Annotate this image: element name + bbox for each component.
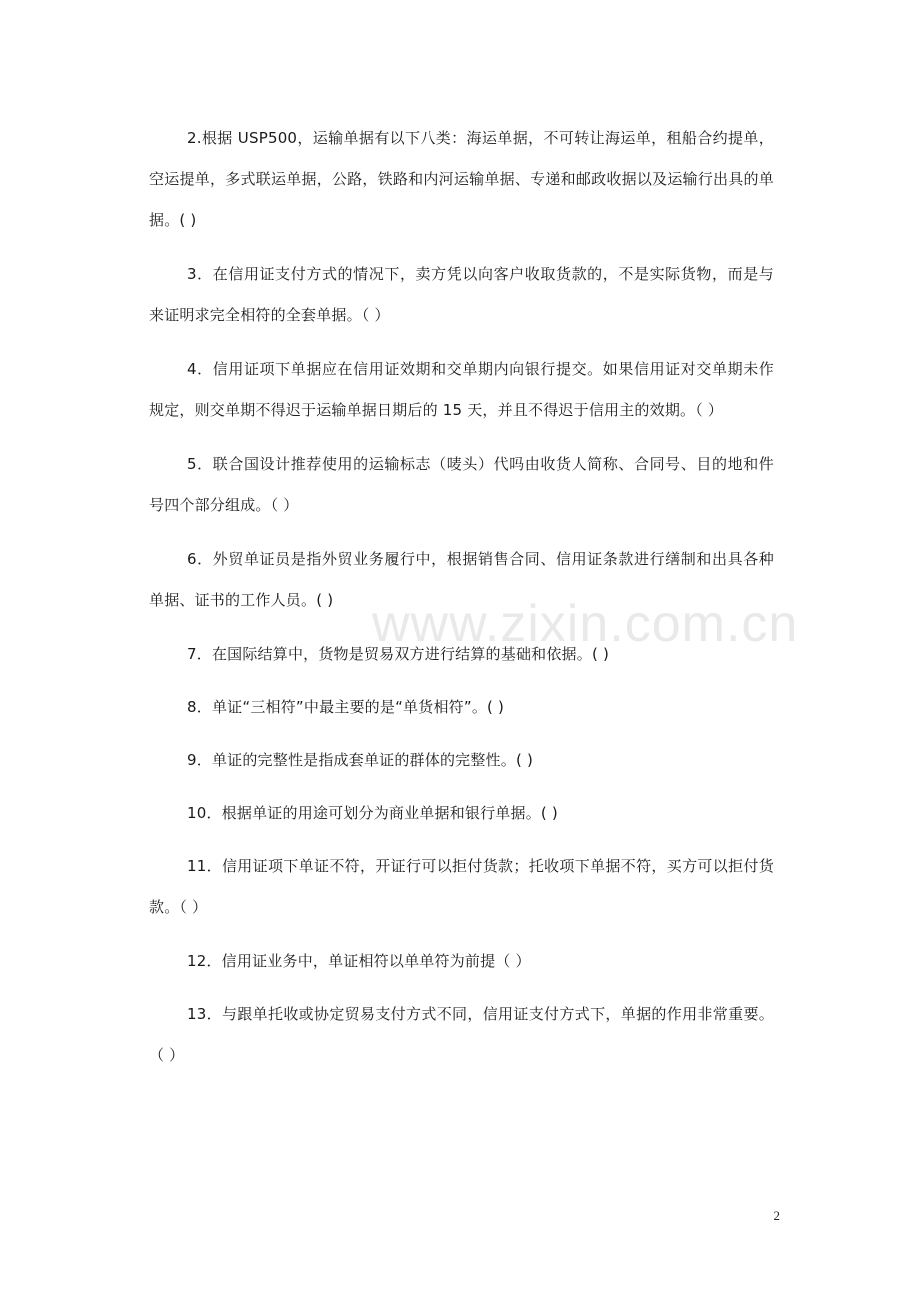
question-item-2: 2.根据 USP500，运输单据有以下八类：海运单据，不可转让海运单，租船合约提单，空运提单，多式联运单据，公路，铁路和内河运输单据、专递和邮政收据以及运输行出具的单据。( ) xyxy=(149,129,774,229)
question-item-10: 10．根据单证的用途可划分为商业单据和银行单据。( ) xyxy=(187,804,558,822)
watermark: www.zixin.com.cn xyxy=(372,595,799,653)
question-item-8: 8．单证“三相符”中最主要的是“单货相符”。( ) xyxy=(187,698,505,716)
question-item-13: 13．与跟单托收或协定贸易支付方式不同，信用证支付方式下，单据的作用非常重要。（ ） xyxy=(149,1005,774,1064)
question-item-6: 6．外贸单证员是指外贸业务履行中，根据销售合同、信用证条款进行缮制和出具各种单据、证书的工作人员。( ) xyxy=(149,550,774,609)
question-item-5: 5．联合国设计推荐使用的运输标志（唛头）代吗由收货人简称、合同号、目的地和件号四个部分组成。（ ） xyxy=(149,455,774,514)
question-item-7: 7．在国际结算中，货物是贸易双方进行结算的基础和依据。( ) xyxy=(187,645,610,663)
question-item-4: 4．信用证项下单据应在信用证效期和交单期内向银行提交。如果信用证对交单期未作规定，则交单期不得迟于运输单据日期后的 15 天，并且不得迟于信用主的效期。（ ） xyxy=(149,360,774,419)
question-list xyxy=(149,118,774,1089)
question-item-3: 3．在信用证支付方式的情况下，卖方凭以向客户收取货款的，不是实际货物，而是与来证明求完全相符的全套单据。（ ） xyxy=(149,265,774,324)
question-item-11: 11．信用证项下单证不符，开证行可以拒付货款；托收项下单据不符，买方可以拒付货款。（ ） xyxy=(149,857,774,916)
page-number: 2 xyxy=(773,1208,780,1223)
question-item-12: 12．信用证业务中，单证相符以单单符为前提（ ） xyxy=(187,952,531,970)
question-item-9: 9．单证的完整性是指成套单证的群体的完整性。( ) xyxy=(187,751,534,769)
